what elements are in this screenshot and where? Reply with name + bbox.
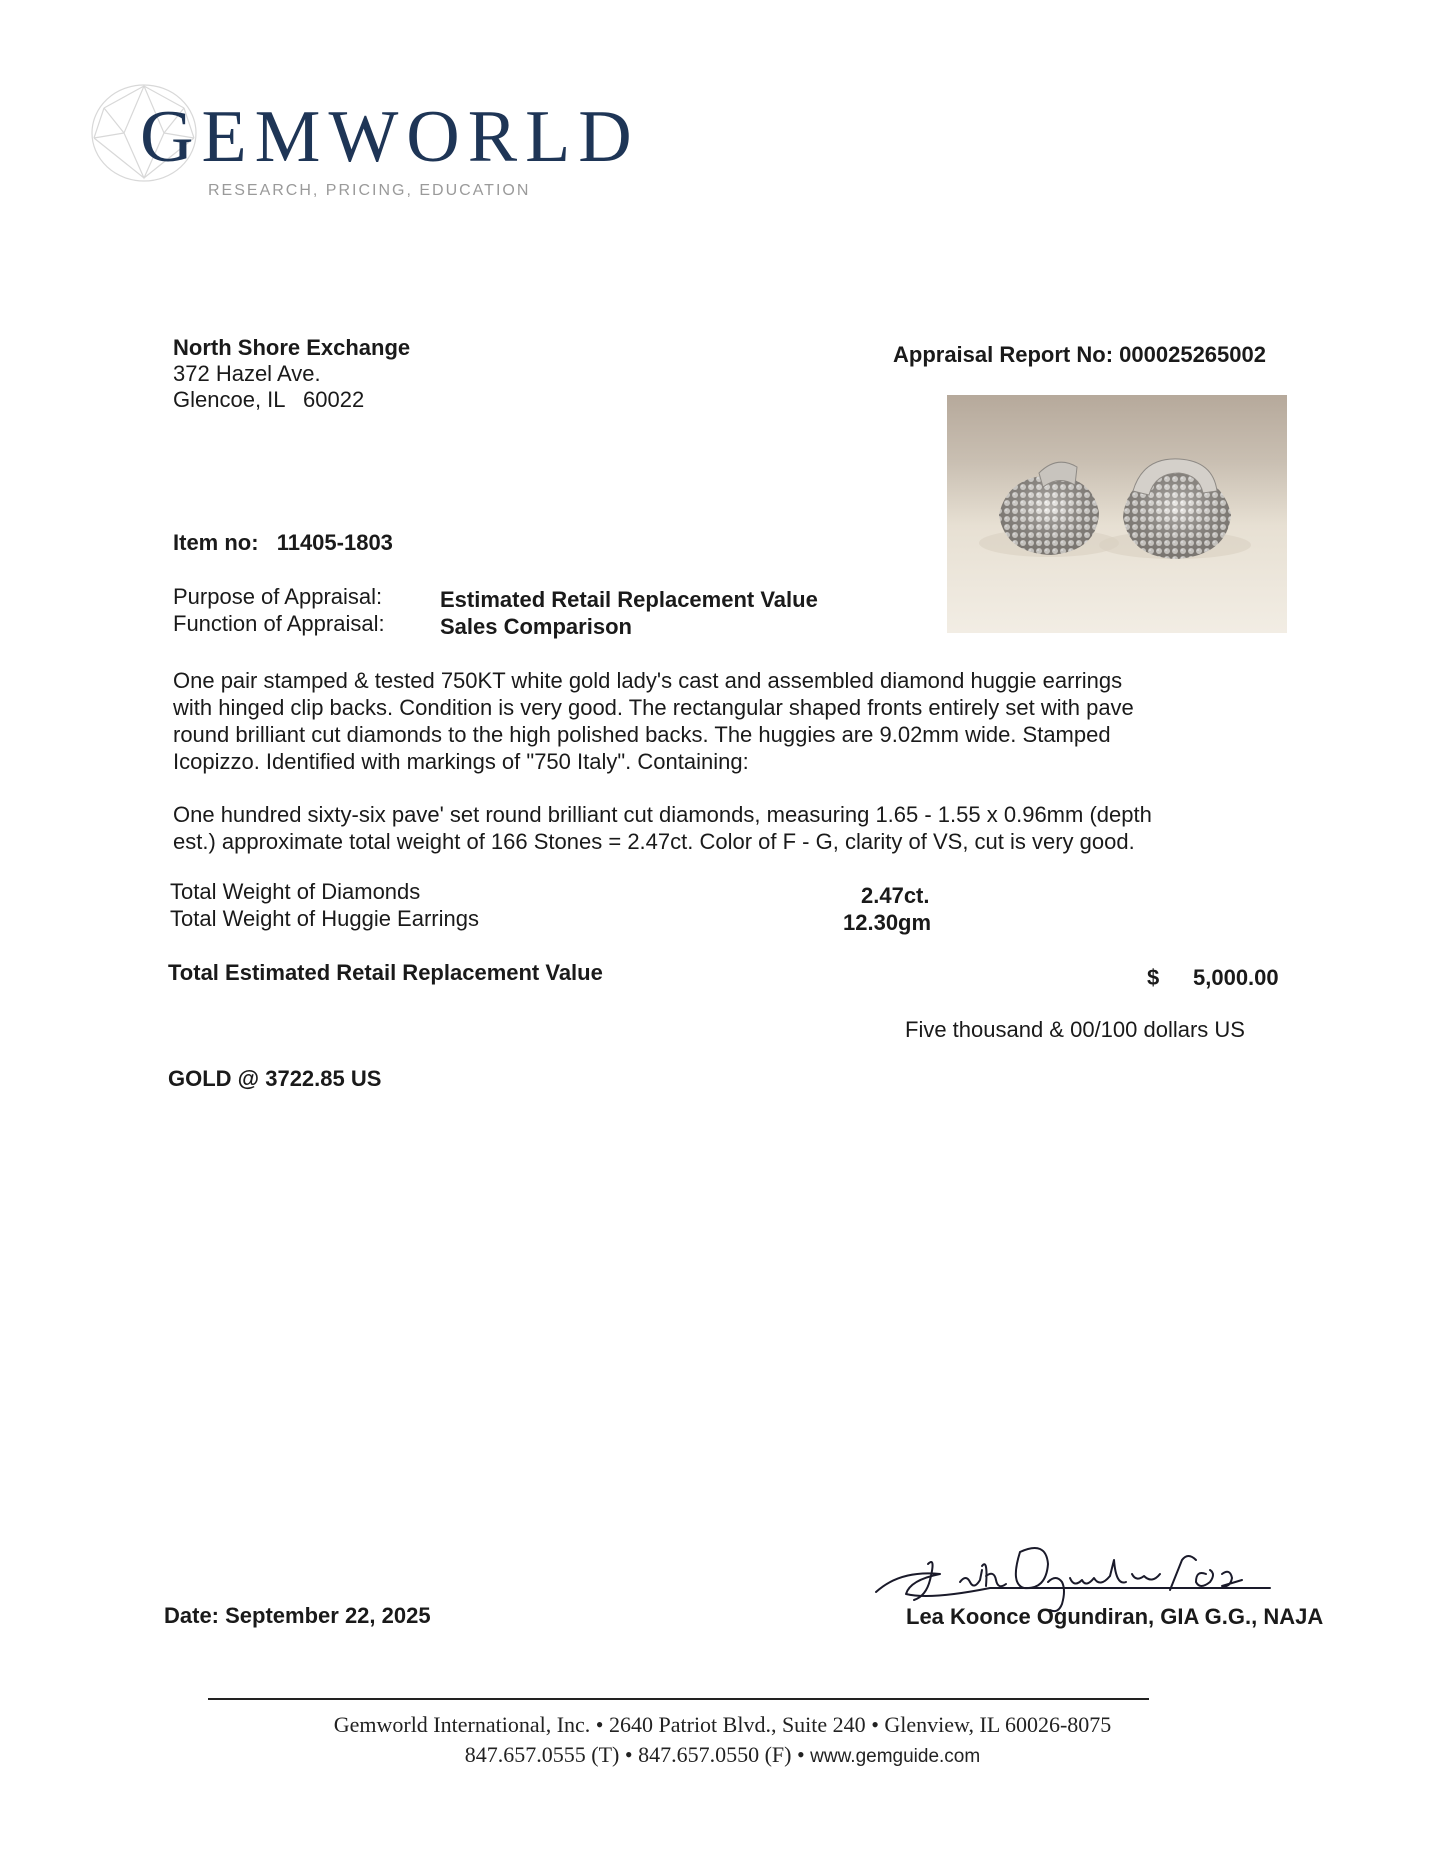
purpose-label: Purpose of Appraisal:: [173, 584, 383, 609]
footer-city: Glenview, IL 60026-8075: [884, 1712, 1112, 1737]
footer-contact-line: [0, 1742, 1445, 1768]
function-label: Function of Appraisal:: [173, 611, 385, 636]
footer-address-line: [0, 1712, 1445, 1738]
earring-weight-label: Total Weight of Huggie Earrings: [170, 906, 479, 931]
bullet-icon: •: [595, 1712, 604, 1737]
description-line: with hinged clip backs. Condition is very good. The rectangular shaped fronts entirely set with pave: [173, 695, 1134, 720]
bullet-icon: •: [624, 1742, 633, 1767]
total-value-label: Total Estimated Retail Replacement Value: [168, 960, 603, 985]
company-logo-wordmark: GEMWORLD: [140, 96, 640, 178]
earring-weight-value: 12.30gm: [843, 910, 932, 935]
footer-street: 2640 Patriot Blvd., Suite 240: [609, 1712, 866, 1737]
appraiser-name: Lea Koonce Ogundiran, GIA G.G., NAJA: [906, 1604, 1324, 1629]
item-number-label: Item no:: [173, 530, 259, 555]
company-tagline: RESEARCH, PRICING, EDUCATION: [208, 182, 531, 199]
description-line: round brilliant cut diamonds to the high polished backs. The huggies are 9.02mm wide. Stamped: [173, 722, 1111, 747]
item-number-row: [173, 530, 393, 556]
total-value-amount: 5,000.00: [1193, 965, 1279, 990]
item-description: [173, 667, 1253, 775]
bullet-icon: •: [796, 1742, 805, 1767]
report-number-row: [893, 342, 1266, 368]
description-line: Icopizzo. Identified with markings of "750 Italy". Containing:: [173, 749, 749, 774]
item-number-value: 11405-1803: [276, 530, 393, 555]
diamond-line: One hundred sixty-six pave' set round brilliant cut diamonds, measuring 1.65 - 1.55 x 0.96mm (depth: [173, 802, 1152, 827]
client-name: North Shore Exchange: [173, 335, 411, 360]
client-address-line2: Glencoe, IL 60022: [173, 387, 365, 412]
client-address-line1: 372 Hazel Ave.: [173, 361, 321, 386]
report-number-value: 000025265002: [1119, 342, 1266, 367]
currency-symbol: $: [1147, 965, 1160, 990]
gold-price: GOLD @ 3722.85 US: [168, 1066, 382, 1091]
value-in-words: Five thousand & 00/100 dollars US: [905, 1017, 1245, 1042]
appraisal-date: Date: September 22, 2025: [164, 1603, 431, 1628]
description-line: One pair stamped & tested 750KT white gold lady's cast and assembled diamond huggie earrings: [173, 668, 1123, 693]
bullet-icon: •: [871, 1712, 879, 1737]
footer-website-link[interactable]: www.gemguide.com: [810, 1746, 981, 1767]
diamond-weight-label: Total Weight of Diamonds: [170, 879, 421, 904]
function-value: Sales Comparison: [440, 614, 632, 639]
huggie-earrings-image: [947, 395, 1287, 633]
purpose-value: Estimated Retail Replacement Value: [440, 587, 818, 612]
diamond-line: est.) approximate total weight of 166 Stones = 2.47ct. Color of F - G, clarity of VS, cut is very good.: [173, 829, 1135, 854]
footer-company: Gemworld International, Inc.: [333, 1712, 591, 1737]
footer-divider: [208, 1698, 1149, 1700]
footer-fax: 847.657.0550 (F): [638, 1742, 792, 1767]
footer-phone: 847.657.0555 (T): [464, 1742, 620, 1767]
diamond-weight-value: 2.47ct.: [861, 883, 930, 908]
earrings-photo: [947, 395, 1287, 633]
diamond-details: [173, 801, 1253, 855]
report-number-label: Appraisal Report No:: [893, 342, 1114, 367]
